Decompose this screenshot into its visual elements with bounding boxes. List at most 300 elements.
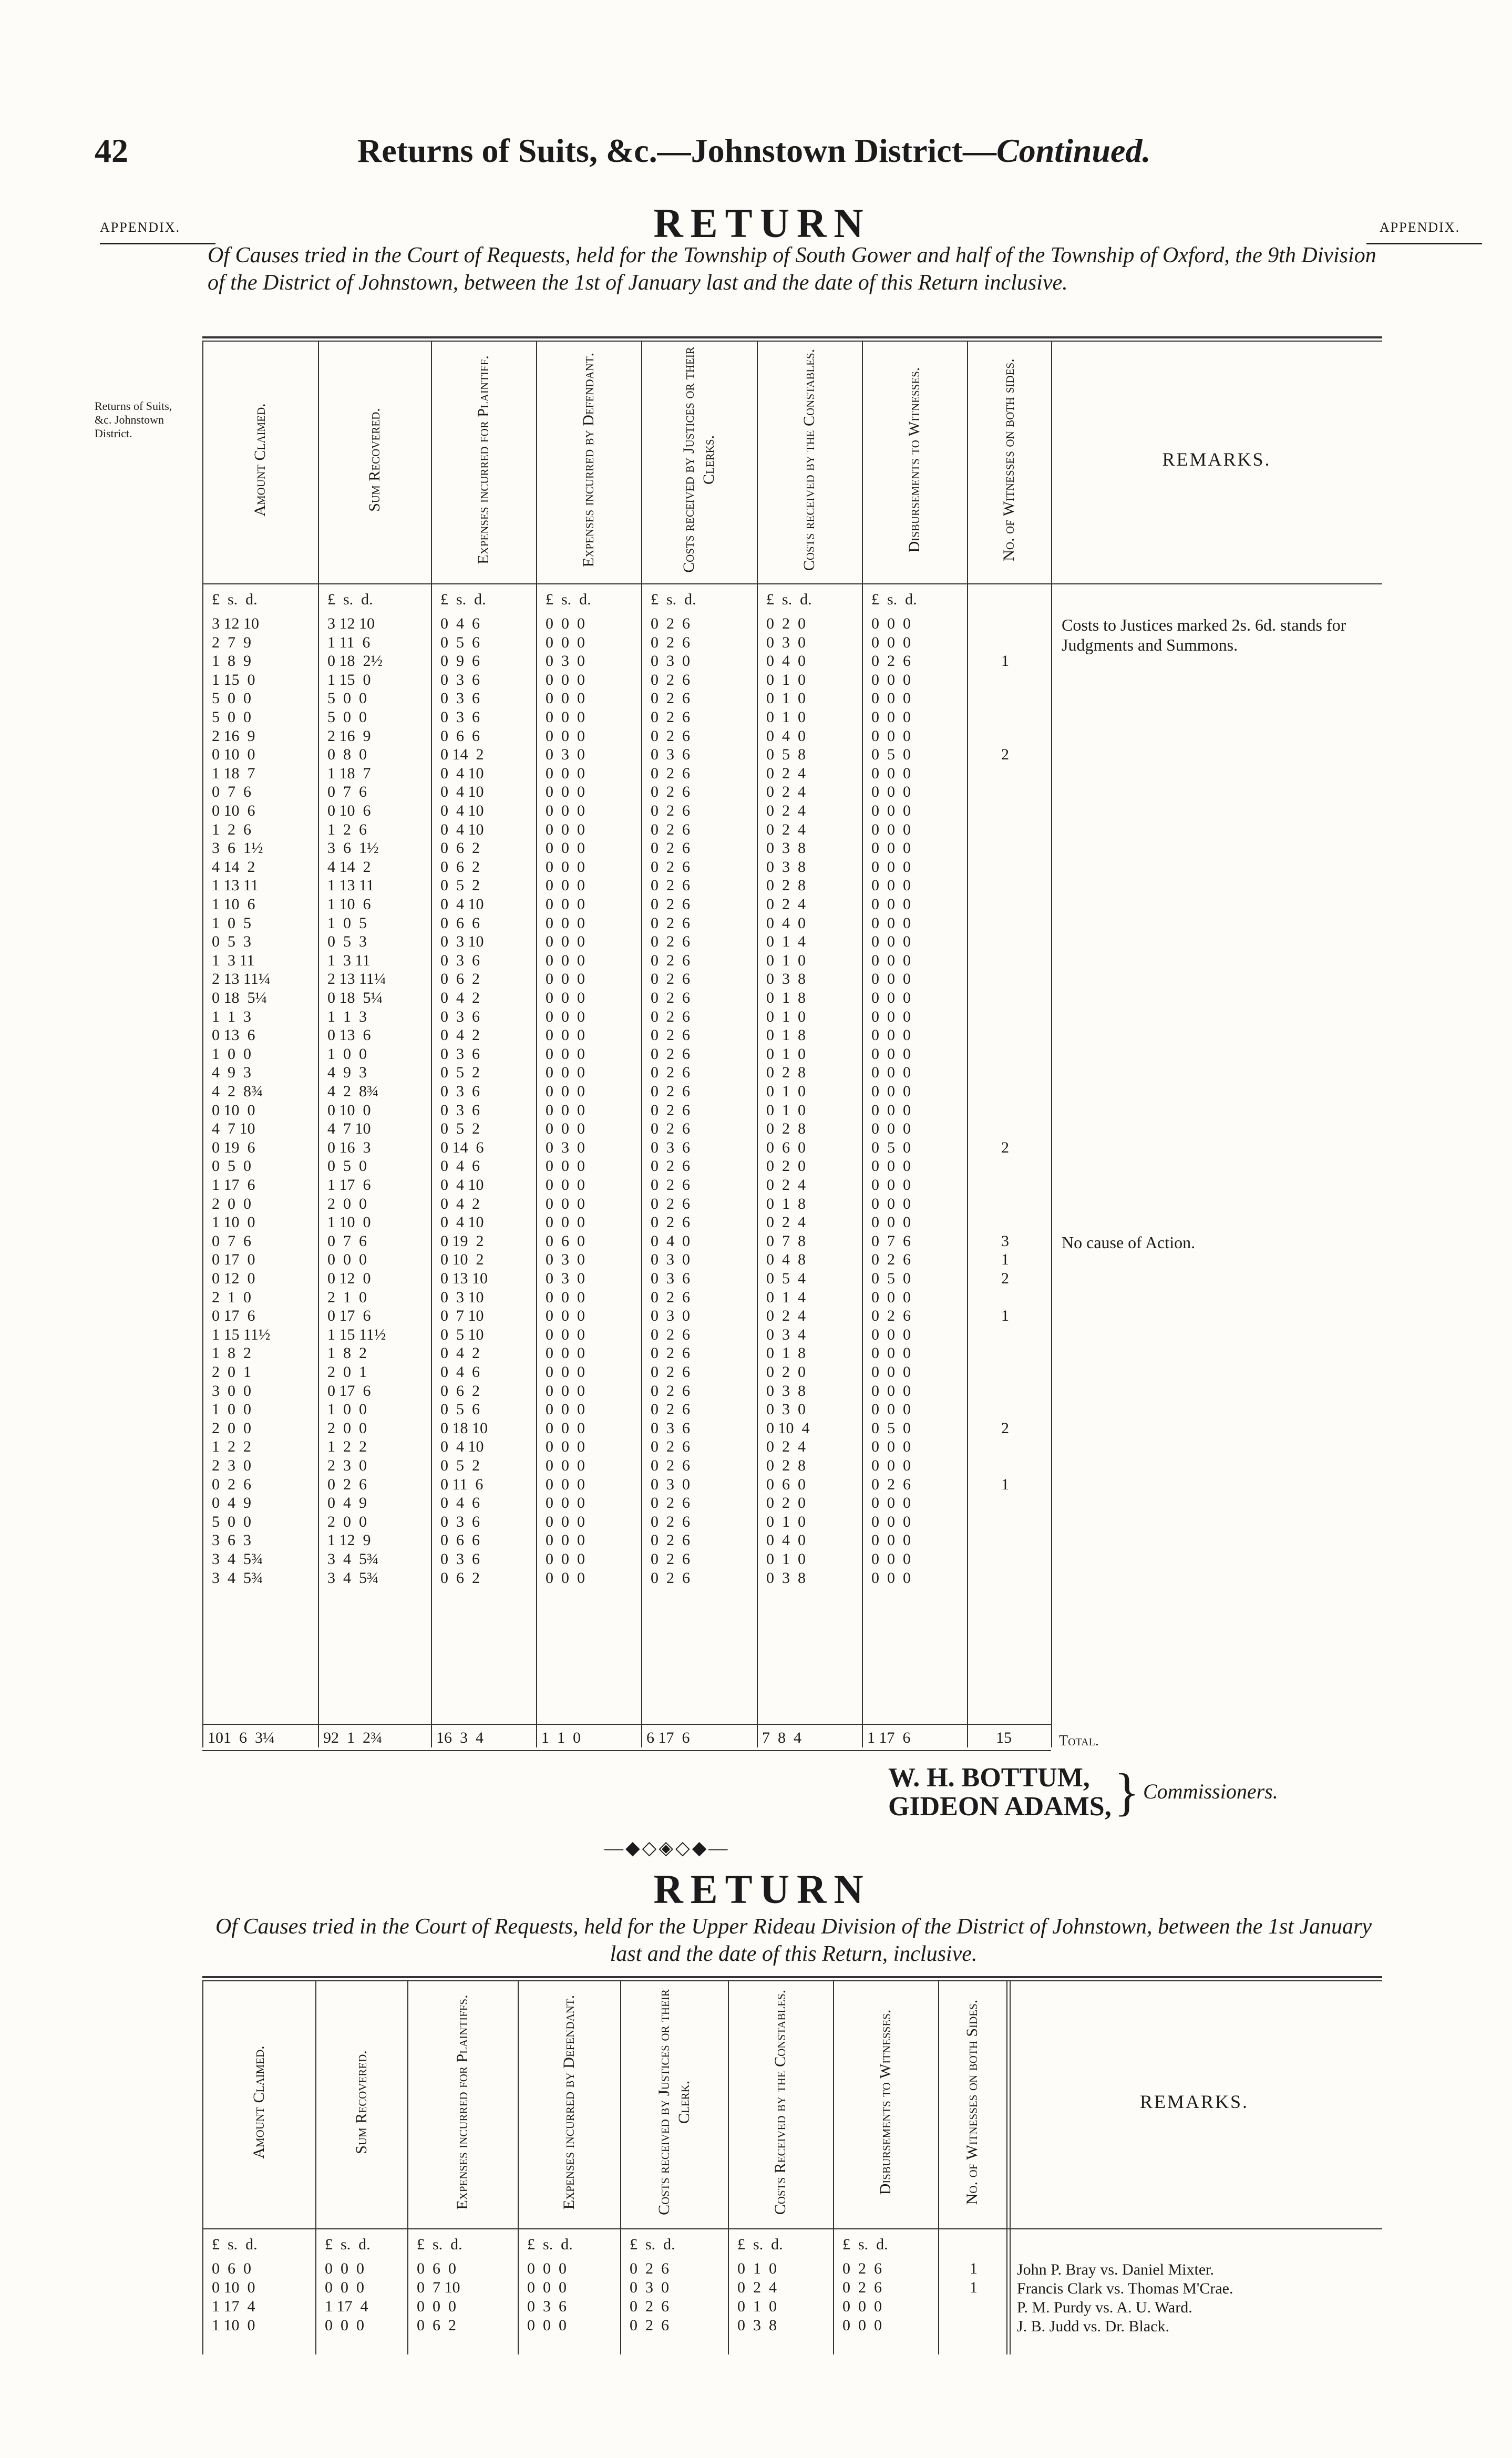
return1-cell: 0 0 0: [546, 1401, 585, 1418]
return1-cell: 0 0 0: [546, 1419, 585, 1437]
return1-cell: 0 18 2½: [327, 652, 383, 670]
return1-cell: 3 6 1½: [212, 839, 263, 857]
return1-cell: 0 3 6: [651, 1419, 690, 1437]
return1-cell: 0 2 6: [651, 1176, 690, 1194]
return1-col-sep-4: [641, 342, 642, 1747]
return1-cell: 5 0 0: [327, 708, 367, 726]
return1-cell: 0 0 0: [871, 1288, 911, 1306]
return1-cell: 0 2 0: [766, 1157, 806, 1175]
return1-cell: 2 16 9: [212, 727, 255, 745]
return1-cell: 1 2 6: [212, 820, 251, 838]
return2-col-sep-5: [728, 1981, 729, 2354]
return1-cell: 0 0 0: [546, 970, 585, 988]
return1-total-cell: 16 3 4: [436, 1729, 484, 1746]
return1-cell: 0 4 10: [440, 896, 484, 913]
return2-cell: 0 3 8: [737, 2317, 777, 2334]
return2-cell: 0 6 0: [417, 2260, 456, 2277]
return1-cell: 0 0 0: [871, 615, 911, 632]
return1-cell: 1 0 5: [212, 914, 251, 932]
return1-cell: 0 0 0: [546, 896, 585, 913]
return1-cell: 0 2 6: [651, 1007, 690, 1025]
return1-cell: 3 4 5¾: [212, 1569, 263, 1587]
return1-cell: 1 11 6: [327, 633, 371, 651]
return1-cell: 0 3 6: [440, 1513, 480, 1530]
return1-cell: 1 17 6: [212, 1176, 255, 1194]
return1-cell: 0 4 8: [766, 1251, 806, 1269]
return1-cell: 0 2 4: [766, 896, 806, 913]
return1-cell: 0 0 0: [871, 1569, 911, 1587]
return1-cell: 0 2 8: [766, 877, 806, 894]
return1-colhead-5: Costs received by Justices or their Clerks.: [680, 347, 717, 573]
return1-cell: 0 0 0: [546, 951, 585, 969]
return1-cell: 0 2 4: [766, 1213, 806, 1231]
return1-cell: 0 0 0: [546, 1531, 585, 1549]
return1-cell: 3 4 5¾: [327, 1569, 379, 1587]
return1-cell: 0 1 0: [766, 1101, 806, 1119]
return1-cell: 0 6 2: [440, 1569, 480, 1587]
return1-cell: 0 2 4: [766, 1307, 806, 1325]
return2-cell: 0 0 0: [527, 2279, 567, 2296]
return1-cell: 2 0 1: [212, 1363, 251, 1381]
return1-cell: 0 2 6: [651, 877, 690, 894]
return1-cell: 0 7 6: [212, 1232, 251, 1250]
return1-cell: 0 0 0: [871, 1176, 911, 1194]
return1-cell: 0 0 0: [871, 951, 911, 969]
return1-total-witnesses: 15: [996, 1729, 1012, 1746]
return1-cell: 0 0 0: [546, 783, 585, 801]
return1-cell: 0 0 0: [546, 1325, 585, 1343]
appendix-label-left: APPENDIX.: [100, 220, 181, 235]
return1-cell: 0 1 0: [766, 1513, 806, 1530]
return1-cell: 0 1 8: [766, 1026, 806, 1044]
return1-cell: 1 2 2: [212, 1438, 251, 1456]
return1-cell: 0 0 0: [871, 877, 911, 894]
return1-cell: 0 0 0: [546, 1475, 585, 1493]
return1-cell: 0 2 6: [651, 1195, 690, 1212]
return1-cell: 0 1 4: [766, 933, 806, 951]
return1-cell: 3 6 3: [212, 1531, 251, 1549]
return2-cell: 0 0 0: [325, 2279, 364, 2296]
return1-cell: 0 0 0: [546, 1101, 585, 1119]
return1-cell: 0 0 0: [871, 1457, 911, 1474]
return1-cell: 0 2 6: [651, 1363, 690, 1381]
return1-cell: 0 3 0: [651, 1307, 690, 1325]
return1-cell: 0 2 6: [651, 1494, 690, 1512]
return1-cell: 0 0 0: [871, 1513, 911, 1530]
return1-cell: 0 4 10: [440, 802, 484, 819]
return2-col-sep-8: [1006, 1981, 1007, 2354]
return1-cell: 3 4 5¾: [327, 1550, 379, 1568]
return1-cell: 0 3 6: [651, 1270, 690, 1287]
return1-cell: 0 0 0: [871, 1101, 911, 1119]
return1-witness-count: 1: [1001, 1307, 1009, 1325]
return2-colhead-7: Disbursements to Witnesses.: [877, 2009, 894, 2195]
return1-cell: 0 2 6: [651, 1064, 690, 1082]
page-number: 42: [95, 132, 128, 169]
return1-cell: 0 2 6: [212, 1475, 251, 1493]
return1-cell: 0 0 0: [546, 1382, 585, 1400]
return1-cell: 0 0 0: [546, 933, 585, 951]
return1-cell: 0 17 6: [212, 1307, 255, 1325]
return1-cell: 0 0 0: [871, 690, 911, 707]
return2-col-sep-double: [1010, 1981, 1011, 2354]
return1-cell: 0 2 6: [651, 802, 690, 819]
return1-cell: 0 3 8: [766, 970, 806, 988]
return1-cell: 0 3 6: [651, 746, 690, 764]
return1-cell: 0 2 6: [651, 820, 690, 838]
return1-cell: 1 0 5: [327, 914, 367, 932]
return1-cell: 0 3 0: [546, 652, 585, 670]
return1-cell: 0 1 8: [766, 989, 806, 1006]
return1-cell: 0 5 8: [766, 746, 806, 764]
return1-cell: 0 3 6: [440, 1550, 480, 1568]
return1-cell: 0 0 0: [546, 727, 585, 745]
return1-cell: 0 0 0: [546, 1363, 585, 1381]
return1-cell: 0 5 0: [871, 1138, 911, 1156]
appendix-label-right: APPENDIX.: [1380, 220, 1460, 235]
return1-cell: 0 0 0: [546, 877, 585, 894]
return1-cell: 0 0 0: [871, 1494, 911, 1512]
return2-col-sep-0: [202, 1981, 203, 2354]
return1-cell: 0 18 5¼: [327, 989, 383, 1006]
return1-cell: 1 12 9: [327, 1531, 371, 1549]
return1-cell: 5 0 0: [212, 690, 251, 707]
return1-cell: 0 10 0: [212, 1101, 255, 1119]
return1-remark-no-cause: No cause of Action.: [1062, 1232, 1196, 1252]
return1-cell: 0 4 9: [212, 1494, 251, 1512]
return1-cell: 0 5 10: [440, 1325, 484, 1343]
return1-cell: 0 4 2: [440, 989, 480, 1006]
return1-cell: 0 2 0: [766, 1494, 806, 1512]
return2-cell: 0 10 0: [212, 2279, 255, 2296]
return2-cell: 0 0 0: [325, 2317, 364, 2334]
return1-cell: 2 3 0: [212, 1457, 251, 1474]
return1-cell: 0 0 0: [871, 1026, 911, 1044]
return1-cell: 0 2 6: [651, 690, 690, 707]
return1-cell: 0 5 0: [327, 1157, 367, 1175]
return2-col-sep-7: [938, 1981, 939, 2354]
return1-cell: 0 3 10: [440, 933, 484, 951]
return2-remark: John P. Bray vs. Daniel Mixter.: [1017, 2261, 1214, 2278]
page-title: [357, 131, 1150, 170]
return1-cell: 0 10 0: [327, 1101, 371, 1119]
page-title-text: Returns of Suits, &c.—Johnstown District—: [357, 132, 996, 169]
return1-cell: 1 15 0: [212, 671, 255, 688]
return1-cell: 0 4 10: [440, 764, 484, 782]
return1-cell: 0 1 4: [766, 1288, 806, 1306]
return1-cell: 0 0 0: [871, 1120, 911, 1138]
return1-cell: 0 0 0: [546, 1083, 585, 1100]
return1-witness-count: 2: [1001, 1419, 1009, 1437]
return1-cell: 0 2 6: [651, 1438, 690, 1456]
return1-col-sep-6: [862, 342, 863, 1747]
return1-cell: 1 3 11: [212, 951, 255, 969]
return1-cell: 0 4 0: [766, 1531, 806, 1549]
return1-cell: 1 10 6: [327, 896, 371, 913]
return2-col-sep-3: [518, 1981, 519, 2354]
return1-cell: 0 2 6: [651, 951, 690, 969]
return1-cell: 0 2 6: [651, 708, 690, 726]
return1-cell: 0 2 6: [651, 1083, 690, 1100]
return1-cell: 0 2 6: [651, 1344, 690, 1362]
return1-cell: 0 1 0: [766, 1083, 806, 1100]
return1-cell: 1 10 0: [327, 1213, 371, 1231]
return1-cell: 0 2 6: [651, 858, 690, 876]
return2-remark: Francis Clark vs. Thomas M'Crae.: [1017, 2280, 1233, 2297]
return1-cell: 0 0 0: [871, 820, 911, 838]
return1-cell: 0 6 0: [546, 1232, 585, 1250]
return1-cell: 0 0 0: [546, 1494, 585, 1512]
return1-cell: 0 0 0: [871, 671, 911, 688]
return1-cell: 0 0 0: [871, 1045, 911, 1063]
return1-cell: 0 2 6: [651, 1382, 690, 1400]
return1-cell: 0 0 0: [546, 1064, 585, 1082]
ornament-divider: —◆◇◈◇◆—: [604, 1837, 730, 1858]
return1-cell: 3 0 0: [212, 1382, 251, 1400]
return1-cell: 0 5 2: [440, 877, 480, 894]
return1-cell: 0 2 8: [766, 1457, 806, 1474]
return2-top-rule: [202, 1976, 1382, 1978]
return1-cell: 0 2 6: [651, 1513, 690, 1530]
return1-cell: 0 2 6: [651, 1101, 690, 1119]
return1-cell: 1 15 0: [327, 671, 371, 688]
return1-cell: 0 4 2: [440, 1344, 480, 1362]
return1-cell: 0 6 2: [440, 858, 480, 876]
return1-cell: 0 0 0: [871, 802, 911, 819]
return1-cell: 0 0 0: [871, 858, 911, 876]
return1-remarks-header: REMARKS.: [1162, 449, 1271, 470]
return2-remarks-header: REMARKS.: [1139, 2091, 1249, 2112]
return1-cell: 1 10 6: [212, 896, 255, 913]
return2-remark: J. B. Judd vs. Dr. Black.: [1017, 2318, 1170, 2335]
return1-cell: 1 3 11: [327, 951, 371, 969]
return1-cell: 0 3 8: [766, 858, 806, 876]
return2-cell: 0 2 4: [737, 2279, 777, 2296]
return1-cell: 5 0 0: [212, 1513, 251, 1530]
return1-cell: 0 17 6: [327, 1382, 371, 1400]
return1-cell: 0 2 6: [651, 1213, 690, 1231]
return1-cell: 0 2 6: [651, 1120, 690, 1138]
return1-cell: 0 18 5¼: [212, 989, 267, 1006]
return1-cell: 2 0 0: [212, 1419, 251, 1437]
return1-cell: 0 5 3: [327, 933, 367, 951]
page-header: [84, 131, 1451, 189]
return1-cell: 0 2 6: [651, 1157, 690, 1175]
return1-cell: 0 5 4: [766, 1270, 806, 1287]
return1-cell: 0 4 2: [440, 1026, 480, 1044]
return2-cell: 0 0 0: [527, 2317, 567, 2334]
return1-cell: 5 0 0: [212, 708, 251, 726]
return1-cell: 0 0 0: [871, 1325, 911, 1343]
return1-cell: 0 2 6: [871, 1251, 911, 1269]
return1-cell: 0 4 6: [440, 1157, 480, 1175]
return1-units-5: £ s. d.: [651, 591, 696, 608]
return1-cell: 0 3 0: [546, 1270, 585, 1287]
return2-caption: Of Causes tried in the Court of Requests, held for the Upper Rideau Division of the District of Johnstown, between the 1st January last and the date of this Return, inclusive.: [215, 1915, 1372, 1966]
return1-cell: 0 0 0: [871, 1382, 911, 1400]
return1-caption: Of Causes tried in the Court of Requests, held for the Township of South Gower and half of the Township of Oxford, the 9th Division of the District of Johnstown, between the 1st of January last and the date of this Return inclusive.: [208, 243, 1376, 295]
return1-cell: 3 4 5¾: [212, 1550, 263, 1568]
return1-cell: 0 3 6: [440, 1007, 480, 1025]
return2-colhead-4: Expenses incurred by Defendant.: [560, 1994, 578, 2210]
return1-cell: 0 0 0: [871, 1531, 911, 1549]
return1-cell: 0 5 2: [440, 1064, 480, 1082]
return1-cell: 0 4 2: [440, 1195, 480, 1212]
return1-cell: 0 12 0: [212, 1270, 255, 1287]
return1-cell: 0 3 0: [651, 652, 690, 670]
return1-cell: 0 4 10: [440, 783, 484, 801]
return1-cell: 0 4 9: [327, 1494, 367, 1512]
return1-cell: 0 2 6: [651, 1325, 690, 1343]
return1-cell: 2 0 1: [327, 1363, 367, 1381]
return1-remark-costs: Costs to Justices marked 2s. 6d. stands for Judgments and Summons.: [1062, 615, 1346, 654]
return1-cell: 0 2 6: [871, 652, 911, 670]
return1-cell: 0 4 6: [440, 1494, 480, 1512]
return2-cell: 1 17 4: [325, 2298, 368, 2315]
return2-cell: 0 2 6: [630, 2298, 669, 2315]
return1-cell: 0 0 0: [546, 1213, 585, 1231]
return2-cell: 0 0 0: [417, 2298, 456, 2315]
return1-cell: 1 18 7: [327, 764, 371, 782]
return1-cell: 0 0 0: [871, 708, 911, 726]
return1-cell: 0 0 0: [871, 1438, 911, 1456]
return1-cell: 0 0 0: [871, 1550, 911, 1568]
return1-cell: 0 6 0: [766, 1138, 806, 1156]
return1-cell: 0 0 0: [871, 764, 911, 782]
return1-cell: 1 2 6: [327, 820, 367, 838]
return1-cell: 0 1 8: [766, 1195, 806, 1212]
return1-heading: RETURN: [653, 200, 871, 246]
return1-cell: 0 4 10: [440, 820, 484, 838]
return1-cell: 0 0 0: [546, 1288, 585, 1306]
return2-witness-count: 1: [970, 2279, 978, 2296]
return1-cell: 0 2 6: [651, 1550, 690, 1568]
return1-cell: 2 3 0: [327, 1457, 367, 1474]
return1-cell: 1 8 2: [212, 1344, 251, 1362]
return1-cell: 0 2 4: [766, 820, 806, 838]
return1-cell: 0 0 0: [871, 1401, 911, 1418]
return1-cell: 0 16 3: [327, 1138, 371, 1156]
return1-cell: 0 2 6: [651, 615, 690, 632]
return1-cell: 0 0 0: [871, 1195, 911, 1212]
return1-cell: 1 1 3: [212, 1007, 251, 1025]
return1-cell: 0 2 6: [651, 933, 690, 951]
return1-units-2: £ s. d.: [327, 591, 373, 608]
return1-cell: 3 12 10: [327, 615, 375, 632]
return1-cell: 4 2 8¾: [327, 1083, 379, 1100]
return1-cell: 0 0 0: [546, 914, 585, 932]
return2-units-1: £ s. d.: [212, 2236, 258, 2253]
return1-cell: 0 7 10: [440, 1307, 484, 1325]
return2-colhead-8: No. of Witnesses on both Sides.: [963, 1999, 981, 2205]
return1-cell: 0 2 0: [766, 1363, 806, 1381]
return2-cell: 0 0 0: [527, 2260, 567, 2277]
return1-cell: 0 6 6: [440, 1531, 480, 1549]
return1-cell: 0 5 0: [871, 1270, 911, 1287]
return1-cell: 2 1 0: [327, 1288, 367, 1306]
return1-cell: 0 0 0: [546, 858, 585, 876]
return1-cell: 0 17 0: [212, 1251, 255, 1269]
return2-cell: 1 10 0: [212, 2317, 255, 2334]
side-note: Returns of Suits, &c. Johnstown District.: [95, 399, 172, 440]
return1-witness-count: 1: [1001, 1475, 1009, 1493]
return1-cell: 0 3 0: [546, 746, 585, 764]
return1-cell: 0 0 0: [871, 896, 911, 913]
return1-cell: 1 1 3: [327, 1007, 367, 1025]
return2-col-sep-6: [833, 1981, 834, 2354]
return1-cell: 0 2 6: [651, 914, 690, 932]
return1-cell: 0 1 0: [766, 690, 806, 707]
return1-col-sep-7: [967, 342, 968, 1747]
return2-cell: 0 6 0: [212, 2260, 251, 2277]
return1-cell: 0 8 0: [327, 746, 367, 764]
return1-cell: 0 0 0: [871, 970, 911, 988]
return1-cell: 0 5 2: [440, 1457, 480, 1474]
return1-bottom-rule: [202, 1750, 1051, 1751]
page-title-continued: Continued.: [996, 132, 1151, 169]
return1-cell: 0 2 6: [651, 989, 690, 1006]
return2-cell: 0 0 0: [842, 2298, 882, 2315]
return1-cell: 0 3 6: [440, 1101, 480, 1119]
return1-cell: 0 0 0: [546, 1438, 585, 1456]
return1-cell: 1 0 0: [327, 1045, 367, 1063]
commissioners-brace: }: [1114, 1763, 1139, 1821]
return1-cell: 3 6 1½: [327, 839, 379, 857]
return1-cell: 0 0 0: [871, 727, 911, 745]
return1-cell: 0 13 6: [327, 1026, 371, 1044]
return1-colhead-8: No. of Witnesses on both sides.: [1000, 358, 1017, 561]
return1-cell: 0 12 0: [327, 1270, 371, 1287]
return1-cell: 0 0 0: [546, 690, 585, 707]
return2-top-rule-2: [202, 1980, 1382, 1981]
return1-cell: 0 1 0: [766, 708, 806, 726]
return2-cell: 0 6 2: [417, 2317, 456, 2334]
return1-colhead-4: Expenses incurred by Defendant.: [580, 352, 597, 568]
return1-cell: 4 14 2: [327, 858, 371, 876]
return1-cell: 0 2 6: [651, 839, 690, 857]
return1-cell: 0 9 6: [440, 652, 480, 670]
return1-cell: 0 10 2: [440, 1251, 484, 1269]
return1-cell: 4 7 10: [327, 1120, 371, 1138]
return1-cell: 4 9 3: [212, 1064, 251, 1082]
return1-cell: 0 0 0: [546, 615, 585, 632]
return1-cell: 0 0 0: [871, 1344, 911, 1362]
return1-cell: 0 0 0: [871, 933, 911, 951]
return1-cell: 0 0 0: [546, 1513, 585, 1530]
return1-cell: 2 13 11¼: [212, 970, 271, 988]
return1-cell: 0 0 0: [871, 1064, 911, 1082]
return1-cell: 0 3 10: [440, 1288, 484, 1306]
return1-cell: 0 10 0: [212, 746, 255, 764]
return1-cell: 0 0 0: [871, 839, 911, 857]
return2-col-sep-4: [620, 1981, 621, 2354]
return1-cell: 0 7 6: [212, 783, 251, 801]
return1-col-sep-1: [318, 342, 319, 1747]
return1-cell: 1 18 7: [212, 764, 255, 782]
return2-cell: 0 1 0: [737, 2260, 777, 2277]
return1-cell: 0 3 8: [766, 1382, 806, 1400]
return1-total-label: Total.: [1059, 1733, 1099, 1749]
return1-witness-count: 1: [1001, 1251, 1009, 1269]
return1-cell: 0 4 6: [440, 615, 480, 632]
return1-col-sep-3: [536, 342, 537, 1747]
return1-cell: 0 2 6: [327, 1475, 367, 1493]
return2-cell: 0 3 0: [630, 2279, 669, 2296]
return1-cell: 0 4 0: [651, 1232, 690, 1250]
return1-cell: 0 5 0: [871, 1419, 911, 1437]
return1-cell: 2 0 0: [327, 1195, 367, 1212]
return1-cell: 0 3 6: [440, 690, 480, 707]
